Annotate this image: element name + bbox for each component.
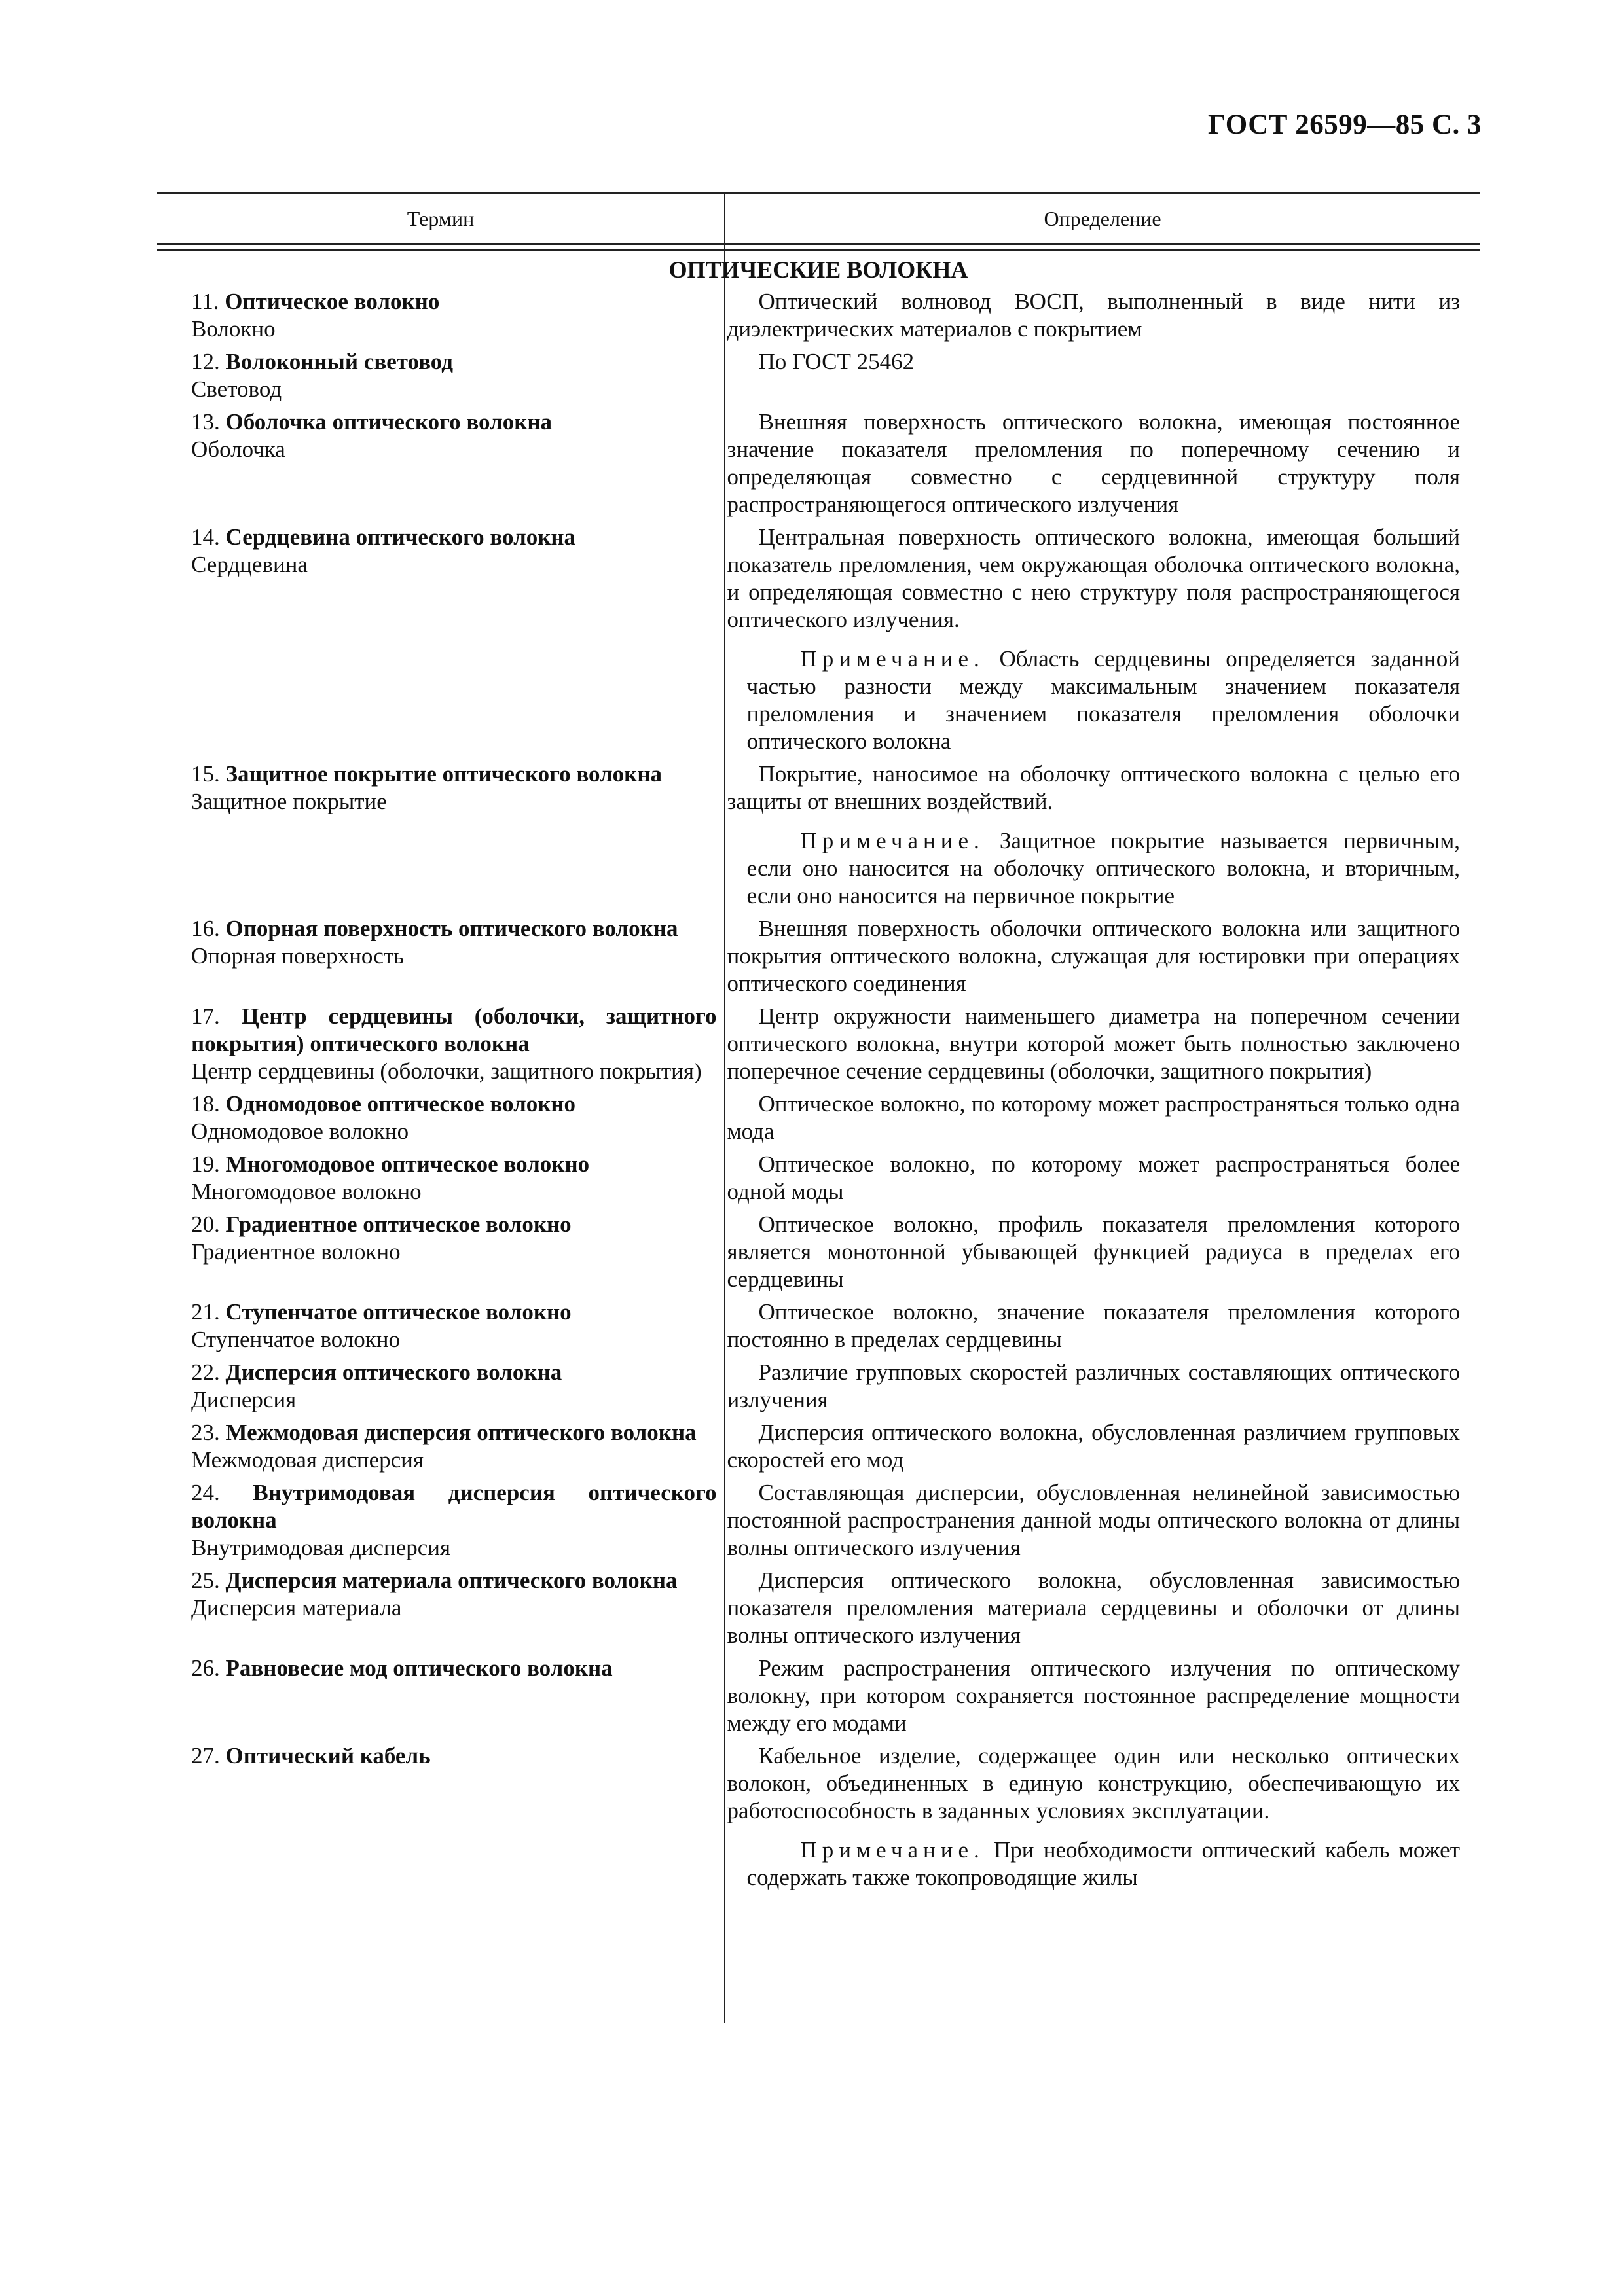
term-line: [157, 348, 717, 376]
term-cell: [157, 1419, 722, 1474]
term-line: [157, 1567, 717, 1594]
row-spacer: [157, 518, 1480, 524]
term-short-name: Градиентное волокно: [191, 1239, 401, 1265]
term-cell: [157, 915, 722, 997]
definition-cell: [722, 1003, 1480, 1085]
table-row: [157, 408, 1480, 518]
term-cell: [157, 408, 722, 518]
note: [727, 1837, 1460, 1892]
table-row: [157, 1419, 1480, 1474]
term-short-name: Световод: [191, 376, 282, 402]
term-line: [157, 408, 717, 436]
definition-cell: [722, 761, 1480, 910]
definition-cell: [722, 1419, 1480, 1474]
term-cell: [157, 1090, 722, 1145]
table-row: [157, 288, 1480, 343]
term-line: [157, 1211, 717, 1238]
term-number: 14.: [191, 524, 220, 550]
definition-column-header: Определение: [1044, 207, 1161, 230]
term-line: [157, 1090, 717, 1118]
term-number: 23.: [191, 1420, 220, 1445]
term-line: [157, 1419, 717, 1446]
term-short-name: Многомодовое волокно: [191, 1179, 422, 1204]
term-short-name: Волокно: [191, 316, 276, 342]
term-cell: [157, 1742, 722, 1892]
term-short-name: Дисперсия материала: [191, 1595, 402, 1621]
term-number: 13.: [191, 409, 220, 435]
term-line: [157, 1479, 717, 1534]
table-row: [157, 915, 1480, 997]
definition-text: Оптическое волокно, по которому может распространяться только одна мода: [727, 1091, 1460, 1144]
term-short-name: Опорная поверхность: [191, 943, 405, 969]
table-row: [157, 1655, 1480, 1737]
page-header: ГОСТ 26599—85 С. 3: [1207, 109, 1482, 140]
definition-text: Покрытие, наносимое на оболочку оптического волокна с целью его защиты от внешних воздействий.: [727, 761, 1460, 814]
term-short-name: Оболочка: [191, 437, 285, 462]
term-line: [157, 1359, 717, 1386]
table-row: [157, 1211, 1480, 1293]
term-name: Опорная поверхность оптического волокна: [225, 916, 678, 941]
definition-text: По ГОСТ 25462: [758, 349, 915, 374]
term-line: [157, 1742, 717, 1770]
term-name: Оболочка оптического волокна: [225, 409, 553, 435]
definition-cell: [722, 1211, 1480, 1293]
term-name: Дисперсия материала оптического волокна: [225, 1568, 678, 1593]
term-cell: [157, 348, 722, 403]
definition-cell: [722, 1655, 1480, 1737]
definition-text: Центральная поверхность оптического волокна, имеющая больший показатель преломления, чем окружающая оболочка оптического волокна, и определяющая совместно с нею структуру поля распространяющегося оптического излучения.: [727, 524, 1460, 632]
definition-cell: [722, 1359, 1480, 1414]
term-number: 11.: [191, 289, 219, 314]
definition-text: Оптическое волокно, профиль показателя преломления которого является монотонной убывающей функцией радиуса в пределах его сердцевины: [727, 1211, 1460, 1292]
term-line: [157, 915, 717, 942]
term-name: Оптический кабель: [225, 1743, 431, 1768]
term-short-name: Дисперсия: [191, 1387, 297, 1412]
term-cell: [157, 1567, 722, 1649]
definition-text: Оптический волновод ВОСП, выполненный в виде нити из диэлектрических материалов с покрытием: [727, 289, 1460, 342]
row-spacer: [157, 1085, 1480, 1090]
term-name: Ступенчатое оптическое волокно: [225, 1299, 572, 1325]
terms-table: [157, 288, 1480, 1897]
section-title: ОПТИЧЕСКИЕ ВОЛОКНА: [668, 257, 968, 283]
term-line: [157, 1003, 717, 1058]
term-number: 16.: [191, 916, 220, 941]
term-cell: [157, 1299, 722, 1354]
row-spacer: [157, 343, 1480, 348]
table-row: [157, 1003, 1480, 1085]
note-text: Область сердцевины определяется заданной частью разности между максимальным значением показателя преломления и значением показателя преломления оболочки оптического волокна: [746, 646, 1460, 754]
note-label: Примечание.: [800, 646, 985, 672]
row-spacer: [157, 910, 1480, 915]
table-row: [157, 348, 1480, 403]
table-row: [157, 524, 1480, 755]
term-cell: [157, 1655, 722, 1737]
term-line: [157, 1655, 717, 1682]
table-row: [157, 1151, 1480, 1206]
note-label: Примечание.: [800, 828, 985, 853]
header-rule: [157, 243, 1480, 245]
term-number: 27.: [191, 1743, 220, 1768]
term-short-name: Центр сердцевины (оболочки, защитного покрытия): [191, 1058, 702, 1084]
definition-cell: [722, 408, 1480, 518]
term-cell: [157, 1359, 722, 1414]
row-spacer: [157, 1206, 1480, 1211]
term-short-name: Защитное покрытие: [191, 789, 387, 814]
row-spacer: [157, 1354, 1480, 1359]
definition-cell: [722, 524, 1480, 755]
table-top-rule: [157, 192, 1480, 194]
term-name: Градиентное оптическое волокно: [225, 1211, 572, 1237]
note-text: При необходимости оптический кабель может содержать также токопроводящие жилы: [746, 1837, 1460, 1890]
term-cell: [157, 288, 722, 343]
term-number: 15.: [191, 761, 220, 787]
definition-text: Внешняя поверхность оболочки оптического волокна или защитного покрытия оптического волокна, служащая для юстировки при операциях оптического соединения: [727, 916, 1460, 996]
definition-text: Оптическое волокно, по которому может распространяться более одной моды: [727, 1151, 1460, 1204]
term-name: Защитное покрытие оптического волокна: [225, 761, 663, 787]
term-cell: [157, 1151, 722, 1206]
row-spacer: [157, 1414, 1480, 1419]
term-name: Одномодовое оптическое волокно: [225, 1091, 576, 1117]
row-spacer: [157, 1562, 1480, 1567]
row-spacer: [157, 1892, 1480, 1897]
term-name: Межмодовая дисперсия оптического волокна: [225, 1420, 697, 1445]
definition-text: Дисперсия оптического волокна, обусловленная зависимостью показателя преломления материала сердцевины и оболочки от длины волны оптического излучения: [727, 1568, 1460, 1648]
term-line: [157, 761, 717, 788]
definition-cell: [722, 348, 1480, 403]
row-spacer: [157, 997, 1480, 1003]
row-spacer: [157, 1649, 1480, 1655]
row-spacer: [157, 403, 1480, 408]
term-short-name: Межмодовая дисперсия: [191, 1447, 424, 1473]
definition-cell: [722, 1090, 1480, 1145]
term-number: 20.: [191, 1211, 220, 1237]
term-line: [157, 1151, 717, 1178]
term-column-header: Термин: [407, 207, 475, 230]
definition-cell: [722, 1299, 1480, 1354]
term-number: 12.: [191, 349, 220, 374]
definition-text: Режим распространения оптического излучения по оптическому волокну, при котором сохраняется постоянное распределение мощности между его модами: [727, 1655, 1460, 1736]
table-row: [157, 1090, 1480, 1145]
term-number: 25.: [191, 1568, 220, 1593]
term-short-name: Одномодовое волокно: [191, 1119, 409, 1144]
term-number: 21.: [191, 1299, 220, 1325]
term-cell: [157, 524, 722, 755]
table-row: [157, 1299, 1480, 1354]
term-name: Оптическое волокно: [225, 289, 440, 314]
term-line: [157, 524, 717, 551]
note-label: Примечание.: [800, 1837, 985, 1863]
table-row: [157, 1567, 1480, 1649]
term-name: Волоконный световод: [225, 349, 453, 374]
definition-cell: [722, 915, 1480, 997]
note: [727, 645, 1460, 755]
table-row: [157, 1479, 1480, 1562]
table-row: [157, 1742, 1480, 1892]
term-cell: [157, 1211, 722, 1293]
term-number: 18.: [191, 1091, 220, 1117]
definition-cell: [722, 288, 1480, 343]
term-line: [157, 288, 717, 315]
row-spacer: [157, 1737, 1480, 1742]
note: [727, 827, 1460, 910]
definition-cell: [722, 1742, 1480, 1892]
table-row: [157, 1359, 1480, 1414]
term-number: 24.: [191, 1480, 220, 1505]
note-text: Защитное покрытие называется первичным, если оно наносится на оболочку оптического волокна, и вторичным, если оно наносится на первичное покрытие: [746, 828, 1460, 908]
term-cell: [157, 1003, 722, 1085]
definition-text: Центр окружности наименьшего диаметра на поперечном сечении оптического волокна, внутри которой может быть полностью заключено поперечное сечение сердцевины (оболочки, защитного покрытия): [727, 1003, 1460, 1084]
term-number: 26.: [191, 1655, 220, 1681]
term-name: Равновесие мод оптического волокна: [225, 1655, 613, 1681]
definition-text: Внешняя поверхность оптического волокна, имеющая постоянное значение показателя преломления по поперечному сечению и определяющая совместно с сердцевинной структуру поля распространяющегося оптического излучения: [727, 409, 1460, 517]
term-name: Центр сердцевины (оболочки, защитного покрытия) оптического волокна: [191, 1003, 717, 1056]
term-cell: [157, 761, 722, 910]
term-short-name: Ступенчатое волокно: [191, 1327, 401, 1352]
row-spacer: [157, 755, 1480, 761]
row-spacer: [157, 1293, 1480, 1299]
header-rule-double: [157, 249, 1480, 251]
table-row: [157, 761, 1480, 910]
definition-text: Дисперсия оптического волокна, обусловленная различием групповых скоростей его мод: [727, 1420, 1460, 1473]
definition-text: Различие групповых скоростей различных составляющих оптического излучения: [727, 1359, 1460, 1412]
definition-cell: [722, 1151, 1480, 1206]
term-name: Сердцевина оптического волокна: [225, 524, 576, 550]
term-cell: [157, 1479, 722, 1562]
definition-text: Кабельное изделие, содержащее один или несколько оптических волокон, объединенных в единую конструкцию, обеспечивающую их работоспособность в заданных условиях эксплуатации.: [727, 1743, 1460, 1823]
term-name: Дисперсия оптического волокна: [225, 1359, 562, 1385]
term-line: [157, 1299, 717, 1326]
term-name: Внутримодовая дисперсия оптического волокна: [191, 1480, 717, 1533]
term-number: 22.: [191, 1359, 220, 1385]
term-number: 19.: [191, 1151, 220, 1177]
row-spacer: [157, 1474, 1480, 1479]
term-short-name: Внутримодовая дисперсия: [191, 1535, 451, 1560]
definition-cell: [722, 1567, 1480, 1649]
term-name: Многомодовое оптическое волокно: [225, 1151, 590, 1177]
definition-cell: [722, 1479, 1480, 1562]
definition-text: Составляющая дисперсии, обусловленная нелинейной зависимостью постоянной распространения данной моды оптического волокна от длины волны оптического излучения: [727, 1480, 1460, 1560]
term-number: 17.: [191, 1003, 220, 1029]
definition-text: Оптическое волокно, значение показателя преломления которого постоянно в пределах сердцевины: [727, 1299, 1460, 1352]
term-short-name: Сердцевина: [191, 552, 308, 577]
row-spacer: [157, 1145, 1480, 1151]
